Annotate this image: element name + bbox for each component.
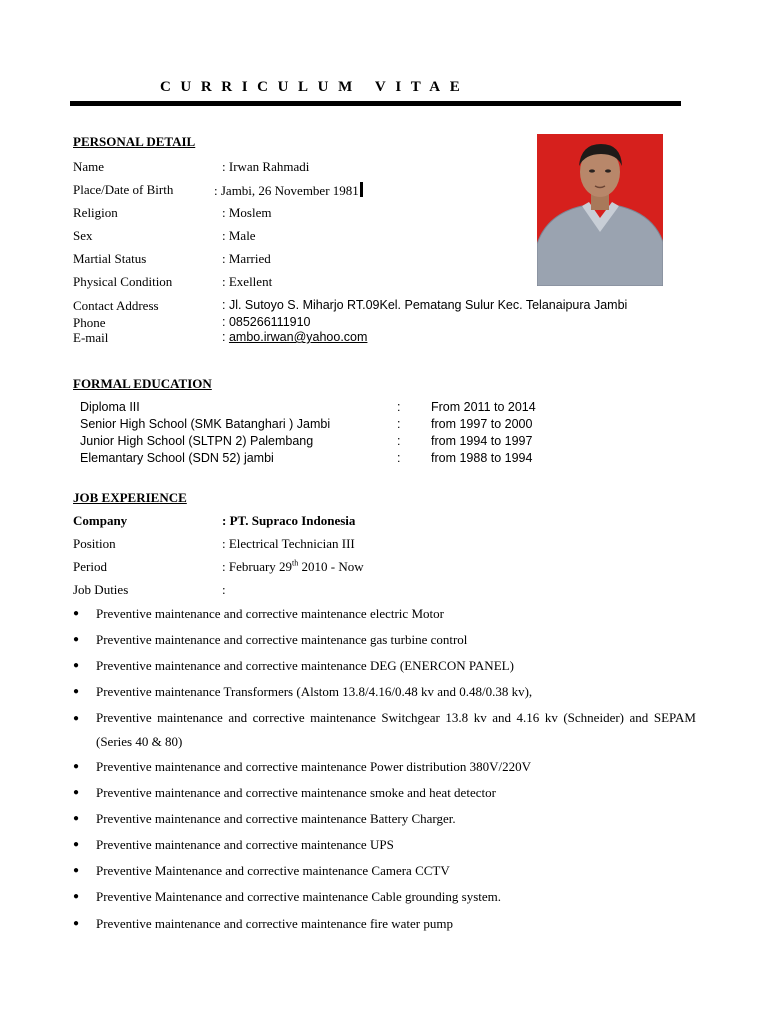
name-value: : Irwan Rahmadi bbox=[222, 159, 310, 174]
education-heading: FORMAL EDUCATION bbox=[73, 376, 212, 391]
bullet-dot-8: ● bbox=[73, 813, 80, 824]
edu-sep-3: : bbox=[397, 434, 401, 448]
edu-school-2: Senior High School (SMK Batanghari ) Jambi bbox=[80, 417, 331, 431]
sex-label: Sex bbox=[73, 228, 93, 243]
edu-school-1: Diploma III bbox=[80, 400, 140, 414]
duty-item-3: Preventive maintenance and corrective maintenance DEG (ENERCON PANEL) bbox=[96, 658, 514, 673]
position-label: Position bbox=[73, 536, 116, 551]
company-value: : PT. Supraco Indonesia bbox=[222, 513, 356, 528]
period-label: Period bbox=[73, 559, 107, 574]
bullet-dot-7: ● bbox=[73, 787, 80, 798]
address-value: : Jl. Sutoyo S. Miharjo RT.09Kel. Pematang Sulur Kec. Telanaipura Jambi bbox=[222, 298, 628, 312]
bullet-dot-4: ● bbox=[73, 686, 80, 697]
bullet-dot-10: ● bbox=[73, 865, 80, 876]
physical-label: Physical Condition bbox=[73, 274, 173, 289]
duty-item-7: Preventive maintenance and corrective maintenance smoke and heat detector bbox=[96, 785, 496, 800]
birth-label: Place/Date of Birth bbox=[73, 182, 174, 197]
sex-value: : Male bbox=[222, 228, 256, 243]
duty-item-12: Preventive maintenance and corrective maintenance fire water pump bbox=[96, 916, 453, 931]
company-label: Company bbox=[73, 513, 128, 528]
personal-heading: PERSONAL DETAIL bbox=[73, 134, 196, 149]
bullet-dot-11: ● bbox=[73, 891, 80, 902]
duties-value: : bbox=[222, 582, 226, 597]
bullet-dot-12: ● bbox=[73, 918, 80, 929]
phone-value: : 085266111910 bbox=[222, 315, 311, 329]
name-label: Name bbox=[73, 159, 105, 174]
birth-value-wrap bbox=[214, 182, 363, 199]
email-colon: : bbox=[222, 330, 226, 344]
period-value bbox=[222, 559, 364, 575]
profile-photo bbox=[537, 134, 663, 286]
email-link[interactable]: ambo.irwan@yahoo.com bbox=[228, 330, 368, 344]
duty-item-2: Preventive maintenance and corrective maintenance gas turbine control bbox=[96, 632, 468, 647]
duty-item-4: Preventive maintenance Transformers (Alstom 13.8/4.16/0.48 kv and 0.48/0.38 kv), bbox=[96, 684, 533, 699]
document-title: CURRICULUM VITAE bbox=[160, 79, 470, 95]
edu-sep-4: : bbox=[397, 451, 401, 465]
period-value-end: 2010 - Now bbox=[298, 559, 364, 574]
edu-school-4: Elemantary School (SDN 52) jambi bbox=[80, 451, 274, 465]
bullet-dot-6: ● bbox=[73, 761, 80, 772]
period-value-start: : February 29 bbox=[222, 559, 293, 574]
birth-value: : Jambi, 26 November 1981 bbox=[214, 183, 359, 198]
duty-item-6: Preventive maintenance and corrective maintenance Power distribution 380V/220V bbox=[96, 759, 531, 774]
religion-value: : Moslem bbox=[222, 205, 272, 220]
duty-item-1: Preventive maintenance and corrective maintenance electric Motor bbox=[96, 606, 444, 621]
duties-label: Job Duties bbox=[73, 582, 129, 597]
religion-label: Religion bbox=[73, 205, 118, 220]
position-value: : Electrical Technician III bbox=[222, 536, 355, 551]
address-label: Contact Address bbox=[73, 298, 159, 313]
edu-school-3: Junior High School (SLTPN 2) Palembang bbox=[80, 434, 314, 448]
text-cursor bbox=[360, 182, 363, 197]
duty-item-8: Preventive maintenance and corrective maintenance Battery Charger. bbox=[96, 811, 456, 826]
email-label: E-mail bbox=[73, 330, 109, 345]
period-value-sup: th bbox=[292, 558, 299, 568]
job-heading: JOB EXPERIENCE bbox=[73, 490, 187, 505]
duty-item-11: Preventive Maintenance and corrective maintenance Cable grounding system. bbox=[96, 889, 502, 904]
physical-value: : Exellent bbox=[222, 274, 273, 289]
bullet-dot-5: ● bbox=[73, 713, 80, 724]
duty-item-5: Preventive maintenance and corrective maintenance Switchgear 13.8 kv and 4.16 kv (Schneider) and SEPAM (Series 40 & 80) bbox=[96, 710, 696, 749]
edu-period-2: from 1997 to 2000 bbox=[431, 417, 533, 431]
bullet-dot-1: ● bbox=[73, 608, 80, 619]
edu-period-3: from 1994 to 1997 bbox=[431, 434, 533, 448]
bullet-dot-3: ● bbox=[73, 660, 80, 671]
email-row bbox=[222, 330, 367, 344]
edu-period-4: from 1988 to 1994 bbox=[431, 451, 533, 465]
title-rule bbox=[70, 101, 681, 106]
edu-period-1: From 2011 to 2014 bbox=[431, 400, 536, 414]
marital-value: : Married bbox=[222, 251, 271, 266]
duty-item-9: Preventive maintenance and corrective maintenance UPS bbox=[96, 837, 394, 852]
bullet-dot-2: ● bbox=[73, 634, 80, 645]
edu-sep-2: : bbox=[397, 417, 401, 431]
duty-item-10: Preventive Maintenance and corrective maintenance Camera CCTV bbox=[96, 863, 450, 878]
portrait-image bbox=[537, 134, 663, 286]
marital-label: Martial Status bbox=[73, 251, 147, 266]
edu-sep-1: : bbox=[397, 400, 401, 414]
phone-label: Phone bbox=[73, 315, 106, 330]
bullet-dot-9: ● bbox=[73, 839, 80, 850]
